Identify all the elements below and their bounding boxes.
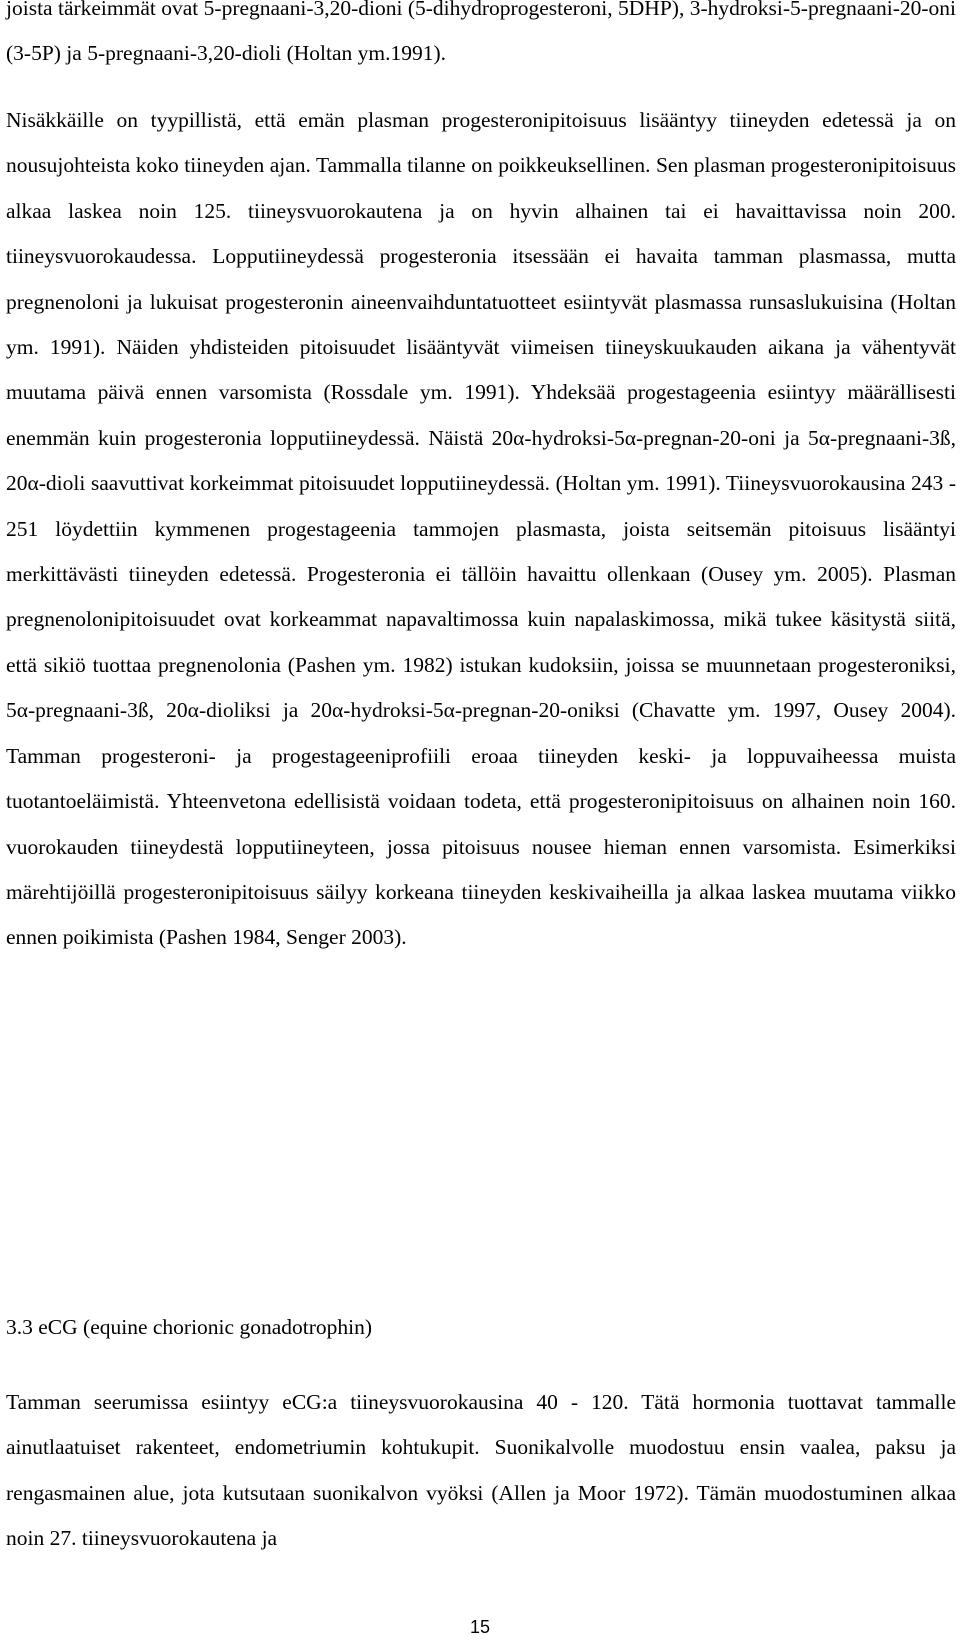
paragraph-ecg: Tamman seerumissa esiintyy eCG:a tiineysvuorokausina 40 - 120. Tätä hormonia tuottavat tammalle ainutlaatuiset rakenteet, endometriumin kohtukupit. Suonikalvolle muodostuu ensin vaalea, paksu ja rengasmainen alue, jota kutsutaan suonikalvon vyöksi (Allen ja Moor 1972). Tämän muodostuminen alkaa noin 27. tiineysvuorokautena ja [6, 1390, 956, 1551]
paragraph-progesterone: Nisäkkäille on tyypillistä, että emän plasman progesteronipitoisuus lisääntyy tiineyden edetessä ja on nousujohteista koko tiineyden ajan. Tammalla tilanne on poikkeuksellinen. Sen plasman progesteronipitoisuus alkaa laskea noin 125. tiineysvuorokautena ja on hyvin alhainen tai ei havaittavissa noin 200. tiineysvuorokaudessa. Lopputiineydessä progesteronia itsessään ei havaita tamman plasmassa, mutta pregnenoloni ja lukuisat progesteronin aineenvaihduntatuotteet esiintyvät plasmassa runsaslukuisina (Holtan ym. 1991). Näiden yhdisteiden pitoisuudet lisääntyvät viimeisen tiineyskuukauden aikana ja vähentyvät muutama päivä ennen varsomista (Rossdale ym. 1991). Yhdeksää progestageenia esiintyy määrällisesti enemmän kuin progesteronia lopputiineydessä. Näistä 20α-hydroksi-5α-pregnan-20-oni ja 5α-pregnaani-3ß, 20α-dioli saavuttivat korkeimmat pitoisuudet lopputiineydessä. (Holtan ym. 1991). Tiineysvuorokausina 243 - 251 löydettiin kymmenen progestageenia tammojen plasmasta, joista seitsemän pitoisuus lisääntyi merkittävästi tiineyden edetessä. Progesteronia ei tällöin havaittu ollenkaan (Ousey ym. 2005). Plasman pregnenolonipitoisuudet ovat korkeammat napavaltimossa kuin napalaskimossa, mikä tukee käsitystä siitä, että sikiö tuottaa pregnenolonia (Pashen ym. 1982) istukan kudoksiin, joissa se muunnetaan progesteroniksi, 5α-pregnaani-3ß, 20α-dioliksi ja 20α-hydroksi-5α-pregnan-20-oniksi (Chavatte ym. 1997, Ousey 2004). Tamman progesteroni- ja progestageeniprofiili eroaa tiineyden keski- ja loppuvaiheessa muista tuotantoeläimistä. Yhteenvetona edellisistä voidaan todeta, että progesteronipitoisuus on alhainen noin 160. vuorokauden tiineydestä lopputiineyteen, jossa pitoisuus nousee hieman ennen varsomista. Esimerkiksi märehtijöillä progesteronipitoisuus säilyy korkeana tiineyden keskivaiheilla ja alkaa laskea muutama viikko ennen poikimista (Pashen 1984, Senger 2003). [6, 108, 956, 950]
paragraph-continuation: joista tärkeimmät ovat 5-pregnaani-3,20-dioni (5-dihydroprogesteroni, 5DHP), 3-hydroksi-5-pregnaani-20-oni (3-5P) ja 5-pregnaani-3,20-dioli (Holtan ym.1991). [6, 0, 956, 66]
section-heading: 3.3 eCG (equine chorionic gonadotrophin) [6, 1315, 373, 1339]
page-number: 15 [469, 1617, 491, 1637]
